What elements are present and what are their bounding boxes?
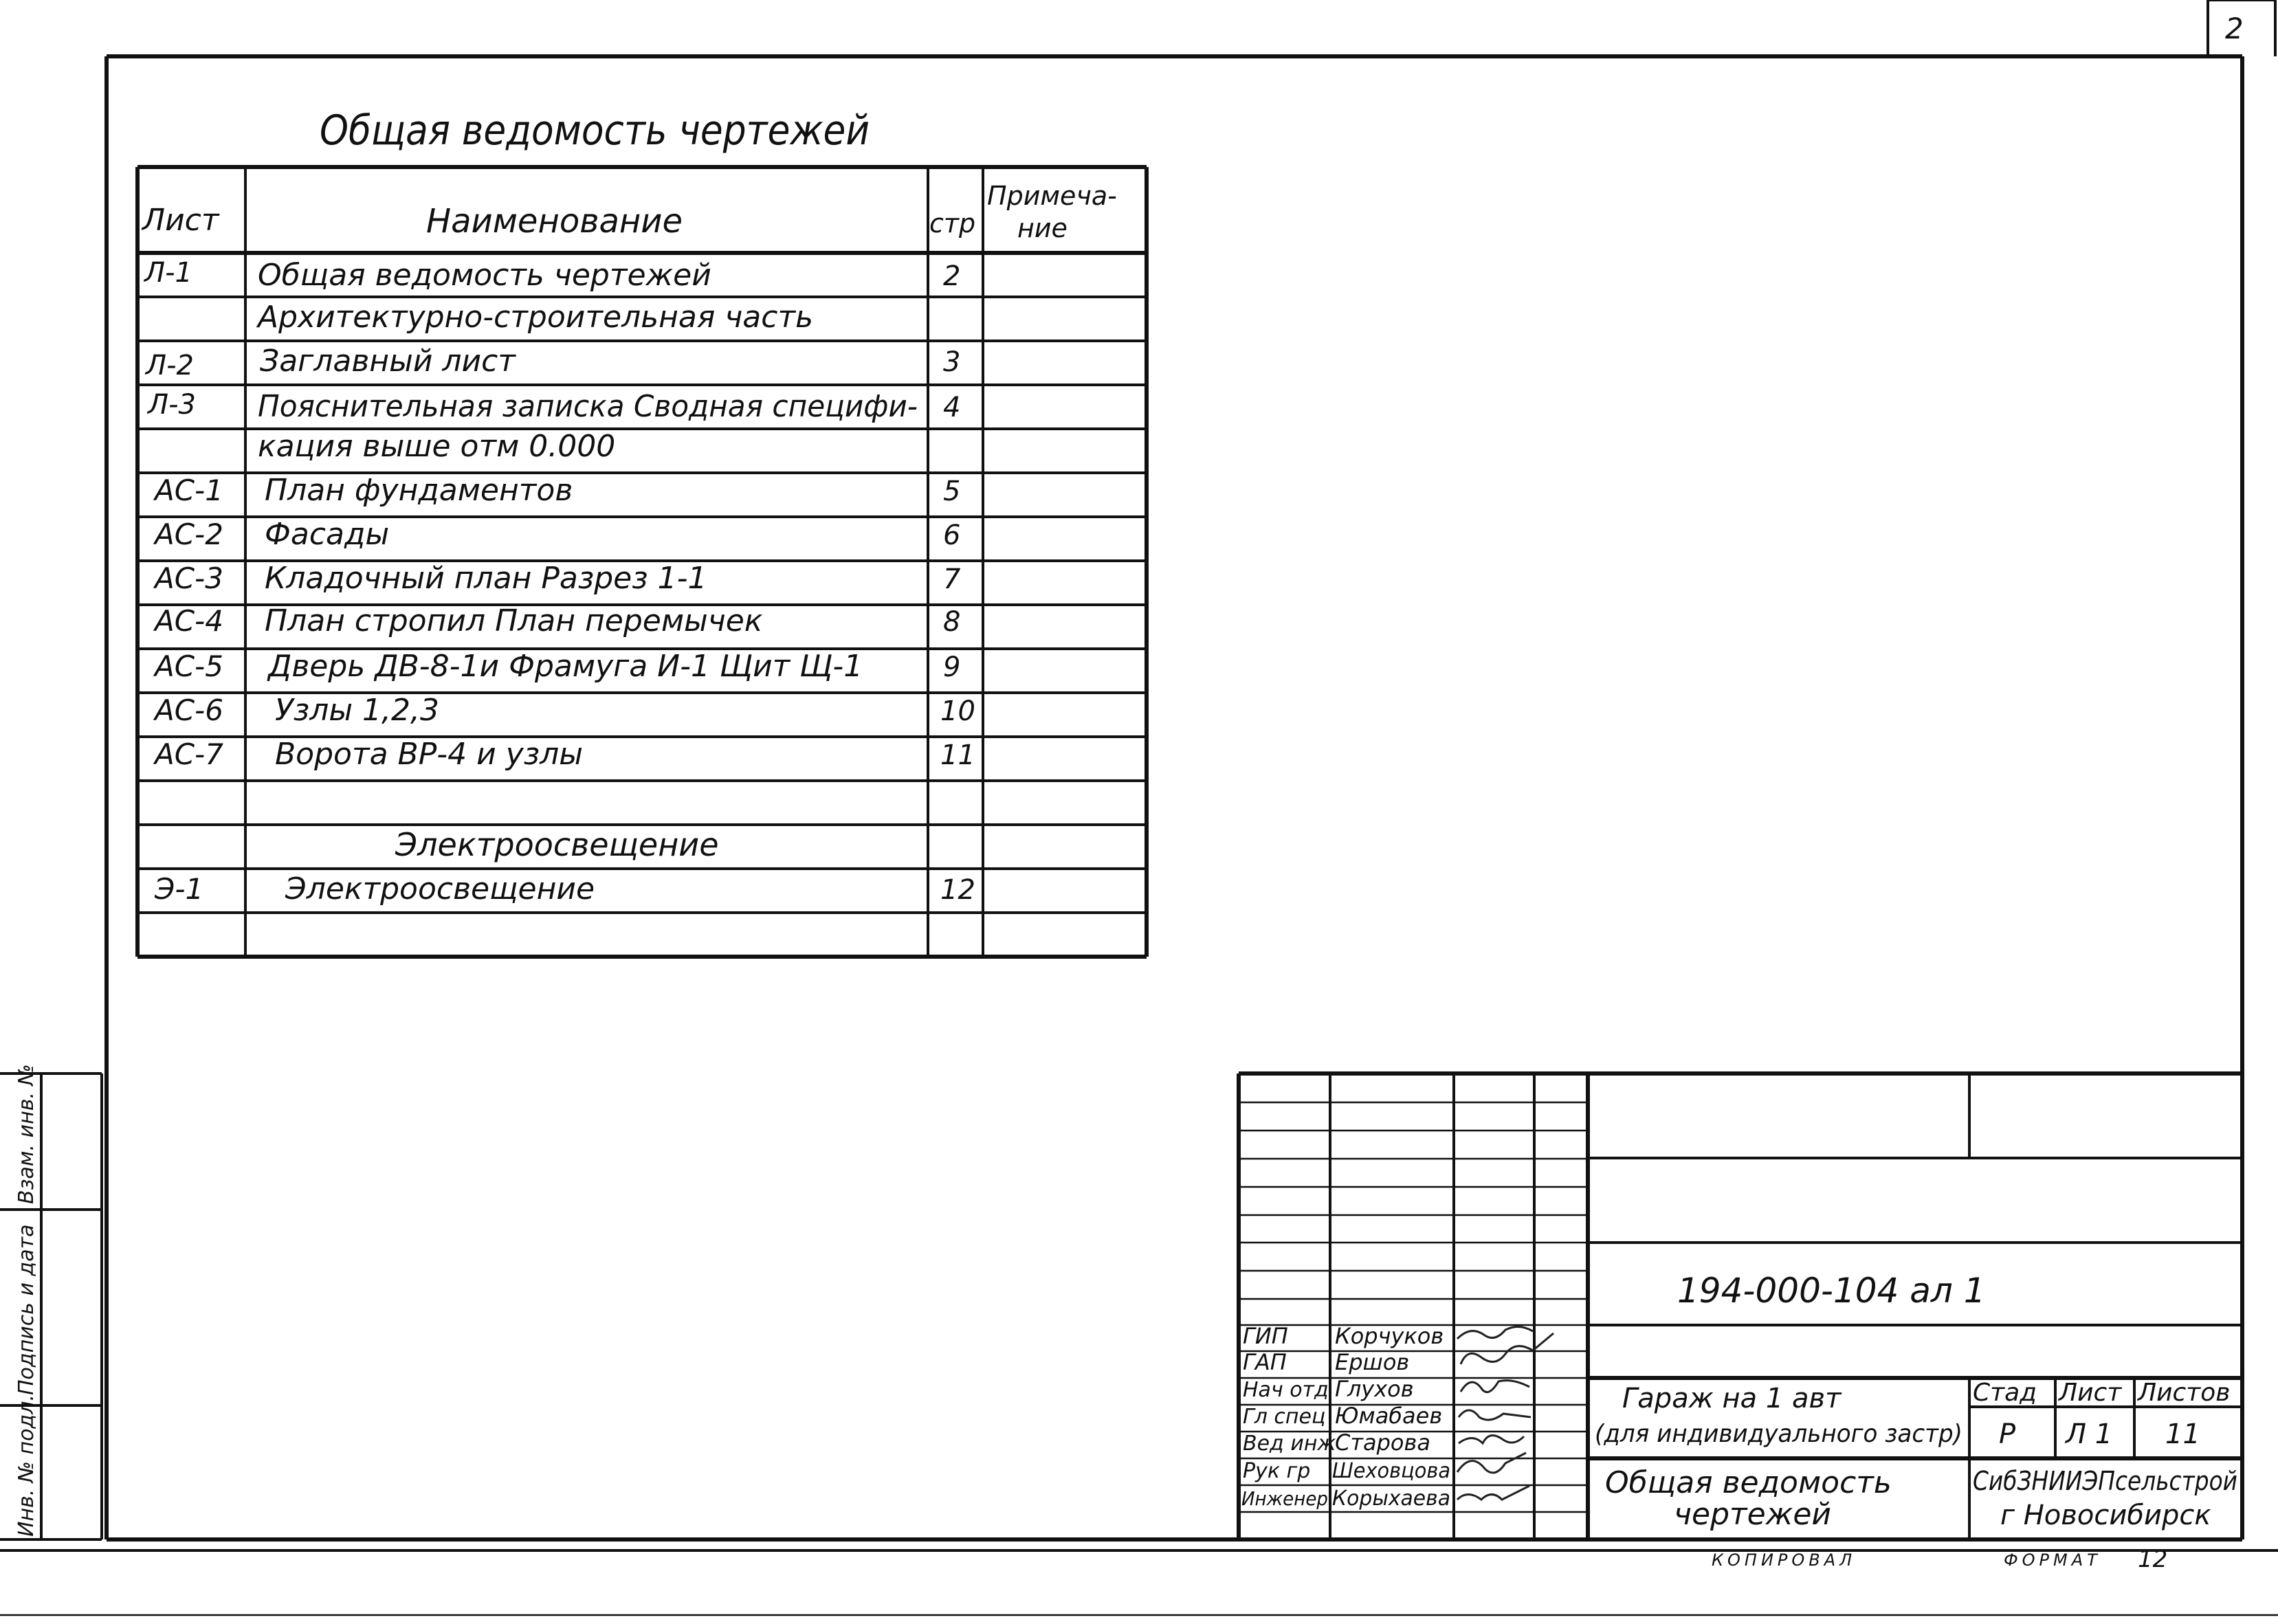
object-name-line2: (для индивидуального застр) [1595,1420,1962,1448]
row-name: Ворота ВР-4 и узлы [275,737,583,772]
role-label: Инженер [1241,1487,1328,1510]
row-name: Пояснительная записка Сводная специфи- [258,389,918,424]
table-row [153,561,961,596]
table-row [395,826,719,863]
role-label: ГАП [1243,1349,1287,1375]
row-page: 2 [943,260,961,292]
role-label: Рук гр [1243,1459,1311,1483]
sheet-value: Л 1 [2066,1419,2113,1450]
organization-line1: СибЗНИИЭПсельстрой [1973,1466,2237,1496]
table-row [153,649,960,684]
signer-name: Старова [1335,1430,1430,1456]
header-page: стр [929,208,976,238]
role-label: Вед инж [1243,1432,1336,1456]
header-name: Наименование [426,202,683,241]
signer-name: Шеховцова [1332,1459,1450,1483]
signer-name: Корыхаева [1332,1487,1450,1511]
inv-original-label: Инв. № подл. [14,1394,38,1537]
format-label: ФОРМАТ [2004,1550,2101,1570]
row-sheet: АС-6 [155,693,223,727]
signer-name: Ершов [1335,1349,1410,1375]
row-sheet: АС-4 [155,604,223,638]
copied-label: КОПИРОВАЛ [1712,1550,1857,1570]
row-name: Кладочный план Разрез 1-1 [265,561,707,596]
row-sheet: Л-3 [148,389,196,421]
object-name-line1: Гараж на 1 авт [1622,1383,1842,1414]
row-page: 9 [943,652,961,683]
row-name: Узлы 1,2,3 [275,693,440,728]
row-name: Электроосвещение [285,871,595,906]
table-row [154,871,975,906]
header-note-line1: Примеча- [987,181,1117,211]
header-note-line2: ние [1017,213,1068,243]
sheets-label: Листов [2138,1379,2231,1407]
drawings-table [137,167,1147,957]
table-row [146,389,960,424]
row-name: План стропил План перемычек [265,603,763,638]
row-sheet: АС-3 [155,561,223,595]
row-name: Дверь ДВ-8-1и Фрамуга И-1 Щит Щ-1 [268,649,863,684]
table-row [258,429,615,464]
row-name: Заглавный лист [260,344,516,379]
format-value: 12 [2138,1546,2168,1573]
page-number-box [2208,0,2275,56]
row-page: 11 [940,739,975,771]
drawing-title-line2: чертежей [1674,1497,1832,1532]
row-page: 10 [940,696,975,727]
row-page: 12 [940,874,975,906]
row-sheet: Э-1 [155,872,204,906]
signer-name: Корчуков [1335,1323,1444,1349]
row-name: Фасады [265,517,390,552]
row-sheet: АС-5 [155,649,223,683]
row-name: Архитектурно-строительная часть [258,300,814,335]
row-page: 7 [943,564,961,595]
table-row [153,517,960,552]
row-page: 8 [943,606,961,638]
table-row [153,603,960,638]
title-block [1239,1074,2242,1539]
row-name: План фундаментов [265,473,573,508]
role-label: Гл спец [1243,1405,1326,1429]
table-row [153,737,975,772]
table-rows [143,257,975,906]
row-sheet: Л-2 [146,350,194,381]
row-page: 4 [943,392,961,423]
row-sheet: Л-1 [144,257,192,289]
row-sheet: АС-2 [155,518,223,551]
drawing-title-line1: Общая ведомость [1605,1465,1892,1500]
row-sheet: АС-7 [155,737,223,771]
table-row [153,473,960,508]
left-margin-stamp [0,1064,102,1539]
row-name: Электроосвещение [395,826,719,863]
organization-line2: г Новосибирск [2000,1500,2211,1531]
signature-date-label: Подпись и дата [14,1224,38,1395]
table-row [153,693,975,728]
table-row [144,344,960,381]
row-page: 3 [943,346,961,378]
document-code: 194-000-104 ал 1 [1677,1271,1986,1311]
row-sheet: АС-1 [155,474,223,507]
signer-name: Юмабаев [1335,1403,1443,1429]
row-page: 5 [943,476,961,507]
sheets-value: 11 [2165,1419,2200,1450]
stage-label: Стад [1973,1379,2037,1407]
row-name: кация выше отм 0.000 [258,429,616,464]
page-number: 2 [2225,12,2244,45]
stage-value: Р [1999,1419,2016,1450]
signer-name: Глухов [1335,1376,1414,1402]
signatures [1457,1326,1553,1500]
row-page: 6 [943,520,961,551]
sheet-label: Лист [2059,1379,2122,1407]
table-row [256,300,813,335]
row-name: Общая ведомость чертежей [258,258,711,293]
role-label: ГИП [1243,1323,1288,1349]
table-header [141,181,1117,243]
replaces-inv-label: Взам. инв. № [14,1064,38,1204]
header-sheet: Лист [142,203,219,238]
table-row [143,257,960,293]
role-label: Нач отд [1243,1378,1329,1402]
page-title: Общая ведомость чертежей [320,107,870,155]
